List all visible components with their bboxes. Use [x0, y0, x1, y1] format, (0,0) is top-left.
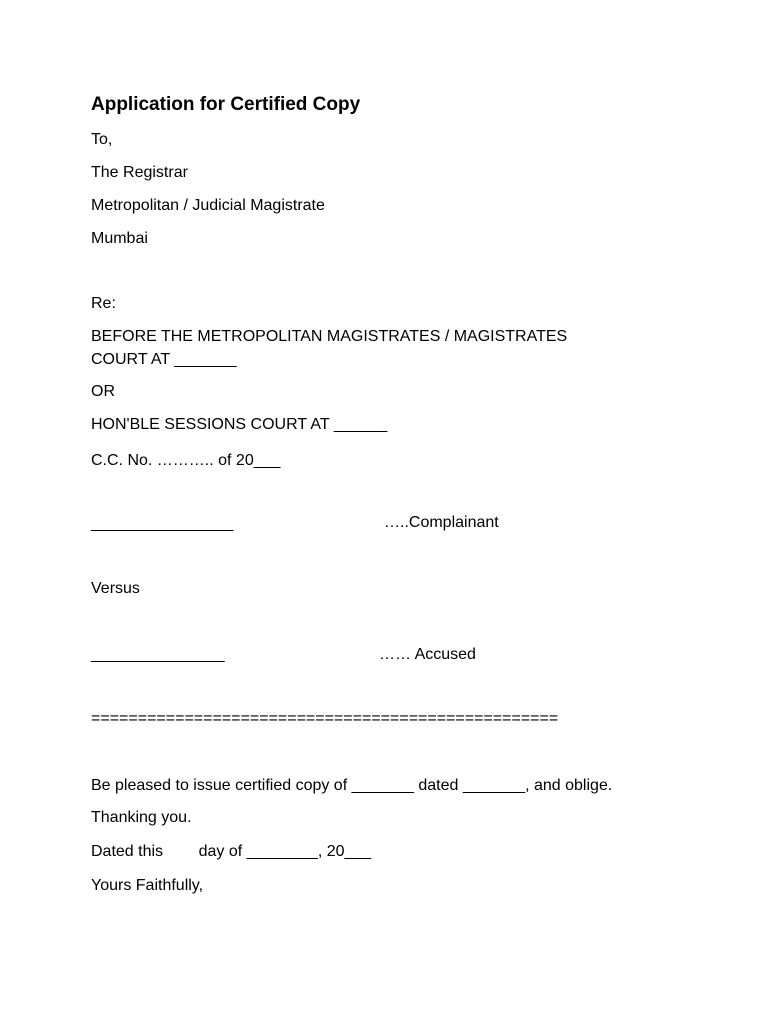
recipient-line-2: Metropolitan / Judicial Magistrate	[91, 197, 325, 214]
sessions-court-line: HON'BLE SESSIONS COURT AT ______	[91, 416, 388, 433]
accused-label: …… Accused	[379, 646, 476, 663]
versus-text: Versus	[91, 580, 140, 597]
recipient-line-1: The Registrar	[91, 164, 188, 181]
dated-line: Dated this day of ________, 20___	[91, 843, 372, 860]
or-text: OR	[91, 383, 115, 400]
case-number: C.C. No. ……….. of 20___	[91, 452, 281, 469]
court-line-2: COURT AT _______	[91, 351, 237, 368]
request-text: Be pleased to issue certified copy of _______ dated _______, and oblige.	[91, 777, 613, 794]
salutation: To,	[91, 131, 113, 148]
thanks-text: Thanking you.	[91, 809, 192, 826]
complainant-blank: ________________	[91, 515, 234, 532]
complainant-label: …..Complainant	[384, 514, 499, 531]
closing-text: Yours Faithfully,	[91, 877, 204, 894]
accused-blank: _______________	[91, 646, 225, 663]
separator-line: ==================================================	[91, 710, 559, 727]
re-label: Re:	[91, 295, 116, 312]
document-title: Application for Certified Copy	[91, 94, 361, 115]
court-line-1: BEFORE THE METROPOLITAN MAGISTRATES / MAGISTRATES	[91, 328, 568, 345]
recipient-line-3: Mumbai	[91, 230, 148, 247]
